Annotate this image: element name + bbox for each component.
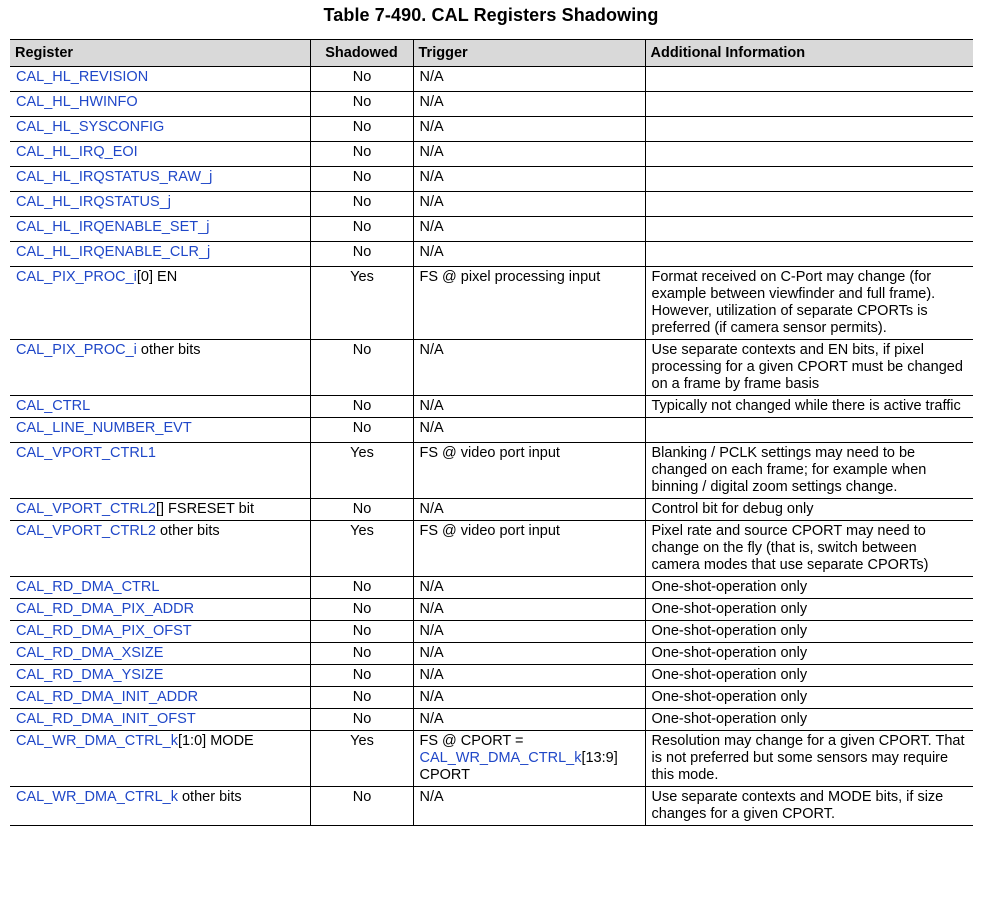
shadowed-cell: No bbox=[310, 242, 413, 267]
header-additional-information: Additional Information bbox=[645, 40, 973, 67]
register-link[interactable]: CAL_VPORT_CTRL1 bbox=[16, 445, 156, 461]
register-link[interactable]: CAL_VPORT_CTRL2 bbox=[16, 523, 156, 539]
table-row bbox=[10, 687, 973, 709]
header-shadowed: Shadowed bbox=[310, 40, 413, 67]
shadowed-cell: No bbox=[310, 167, 413, 192]
trigger-text: N/A bbox=[419, 94, 444, 110]
register-cell bbox=[10, 687, 310, 709]
register-link[interactable]: CAL_WR_DMA_CTRL_k bbox=[16, 789, 178, 805]
register-cell bbox=[10, 665, 310, 687]
shadowed-cell: No bbox=[310, 643, 413, 665]
trigger-cell bbox=[413, 665, 645, 687]
trigger-cell bbox=[413, 521, 645, 577]
table-row bbox=[10, 577, 973, 599]
shadowed-cell: No bbox=[310, 340, 413, 396]
trigger-text: N/A bbox=[419, 711, 444, 727]
register-cell bbox=[10, 167, 310, 192]
register-cell bbox=[10, 217, 310, 242]
additional-information-cell: Resolution may change for a given CPORT. That is not preferred but some sensors may require this mode. bbox=[645, 731, 973, 787]
register-link[interactable]: CAL_HL_IRQENABLE_SET_j bbox=[16, 219, 210, 235]
register-suffix: other bits bbox=[136, 342, 201, 358]
trigger-text: N/A bbox=[419, 398, 444, 414]
trigger-cell bbox=[413, 142, 645, 167]
trigger-cell bbox=[413, 67, 645, 92]
shadowed-cell: No bbox=[310, 142, 413, 167]
shadowed-cell: No bbox=[310, 67, 413, 92]
trigger-text: N/A bbox=[419, 689, 444, 705]
register-cell bbox=[10, 340, 310, 396]
shadowed-cell: No bbox=[310, 599, 413, 621]
register-cell bbox=[10, 577, 310, 599]
table-row bbox=[10, 142, 973, 167]
trigger-cell bbox=[413, 167, 645, 192]
register-link[interactable]: CAL_HL_IRQ_EOI bbox=[16, 144, 138, 160]
additional-information-cell: Use separate contexts and MODE bits, if size changes for a given CPORT. bbox=[645, 787, 973, 826]
trigger-register-link[interactable]: CAL_WR_DMA_CTRL_k bbox=[419, 750, 582, 766]
trigger-cell bbox=[413, 599, 645, 621]
register-suffix: [1:0] MODE bbox=[177, 733, 254, 749]
table-row bbox=[10, 499, 973, 521]
table-row bbox=[10, 242, 973, 267]
trigger-text: N/A bbox=[419, 119, 444, 135]
additional-information-cell: Use separate contexts and EN bits, if pixel processing for a given CPORT must be changed on a frame by frame basis bbox=[645, 340, 973, 396]
additional-information-cell bbox=[645, 92, 973, 117]
register-link[interactable]: CAL_RD_DMA_YSIZE bbox=[16, 667, 164, 683]
trigger-text: N/A bbox=[419, 623, 444, 639]
trigger-text: N/A bbox=[419, 342, 444, 358]
table-row bbox=[10, 443, 973, 499]
trigger-text: N/A bbox=[419, 420, 444, 436]
shadowed-cell: No bbox=[310, 621, 413, 643]
additional-information-cell: One-shot-operation only bbox=[645, 665, 973, 687]
table-row bbox=[10, 621, 973, 643]
trigger-cell bbox=[413, 340, 645, 396]
additional-information-cell bbox=[645, 167, 973, 192]
trigger-text: N/A bbox=[419, 244, 444, 260]
shadowed-cell: No bbox=[310, 709, 413, 731]
register-link[interactable]: CAL_WR_DMA_CTRL_k bbox=[16, 733, 178, 749]
shadowed-cell: No bbox=[310, 92, 413, 117]
additional-information-cell: One-shot-operation only bbox=[645, 577, 973, 599]
register-link[interactable]: CAL_PIX_PROC_i bbox=[16, 269, 137, 285]
trigger-text: FS @ CPORT = bbox=[419, 733, 524, 749]
additional-information-cell: Blanking / PCLK settings may need to be changed on each frame; for example when binning / digital zoom settings change. bbox=[645, 443, 973, 499]
register-link[interactable]: CAL_RD_DMA_CTRL bbox=[16, 579, 160, 595]
shadowed-cell: Yes bbox=[310, 731, 413, 787]
additional-information-cell bbox=[645, 192, 973, 217]
trigger-cell bbox=[413, 643, 645, 665]
table-row bbox=[10, 92, 973, 117]
register-link[interactable]: CAL_LINE_NUMBER_EVT bbox=[16, 420, 192, 436]
register-cell bbox=[10, 142, 310, 167]
register-link[interactable]: CAL_RD_DMA_INIT_ADDR bbox=[16, 689, 199, 705]
table-row bbox=[10, 665, 973, 687]
trigger-cell bbox=[413, 443, 645, 499]
table-row bbox=[10, 217, 973, 242]
trigger-cell bbox=[413, 396, 645, 418]
table-row bbox=[10, 787, 973, 826]
header-trigger: Trigger bbox=[413, 40, 645, 67]
additional-information-cell bbox=[645, 67, 973, 92]
trigger-cell bbox=[413, 499, 645, 521]
trigger-text: FS @ pixel processing input bbox=[419, 269, 601, 285]
additional-information-cell: Format received on C-Port may change (for example between viewfinder and full frame). However, utilization of separate CPORTs is preferred (if camera sensor permits). bbox=[645, 267, 973, 340]
additional-information-cell: One-shot-operation only bbox=[645, 709, 973, 731]
trigger-text: N/A bbox=[419, 69, 444, 85]
trigger-text: FS @ video port input bbox=[419, 523, 560, 539]
table-row bbox=[10, 709, 973, 731]
trigger-cell bbox=[413, 731, 645, 787]
additional-information-cell: Pixel rate and source CPORT may need to change on the fly (that is, switch between camera modes that use separate CPORTs) bbox=[645, 521, 973, 577]
register-cell bbox=[10, 521, 310, 577]
shadowed-cell: No bbox=[310, 117, 413, 142]
additional-information-cell: Typically not changed while there is active traffic bbox=[645, 396, 973, 418]
register-cell bbox=[10, 709, 310, 731]
additional-information-cell: One-shot-operation only bbox=[645, 599, 973, 621]
register-cell bbox=[10, 67, 310, 92]
table-row bbox=[10, 192, 973, 217]
register-cell bbox=[10, 418, 310, 443]
table-row bbox=[10, 521, 973, 577]
table-header-row bbox=[10, 40, 973, 67]
table-row bbox=[10, 731, 973, 787]
shadowed-cell: No bbox=[310, 577, 413, 599]
trigger-text: N/A bbox=[419, 667, 444, 683]
table-row bbox=[10, 396, 973, 418]
table-row bbox=[10, 67, 973, 92]
trigger-text: N/A bbox=[419, 601, 444, 617]
trigger-text: N/A bbox=[419, 789, 444, 805]
register-link[interactable]: CAL_HL_IRQSTATUS_RAW_j bbox=[16, 169, 213, 185]
table-row bbox=[10, 418, 973, 443]
additional-information-cell: One-shot-operation only bbox=[645, 621, 973, 643]
trigger-cell bbox=[413, 192, 645, 217]
shadowed-cell: Yes bbox=[310, 267, 413, 340]
shadowed-cell: No bbox=[310, 396, 413, 418]
additional-information-cell: One-shot-operation only bbox=[645, 643, 973, 665]
shadowed-cell: No bbox=[310, 787, 413, 826]
shadowed-cell: No bbox=[310, 217, 413, 242]
additional-information-cell bbox=[645, 242, 973, 267]
additional-information-cell: Control bit for debug only bbox=[645, 499, 973, 521]
register-suffix: other bits bbox=[177, 789, 242, 805]
shadowed-cell: Yes bbox=[310, 443, 413, 499]
table-row bbox=[10, 167, 973, 192]
register-link[interactable]: CAL_RD_DMA_INIT_OFST bbox=[16, 711, 196, 727]
register-cell bbox=[10, 242, 310, 267]
additional-information-cell bbox=[645, 142, 973, 167]
trigger-cell bbox=[413, 787, 645, 826]
register-cell bbox=[10, 643, 310, 665]
trigger-text: N/A bbox=[419, 579, 444, 595]
register-link[interactable]: CAL_RD_DMA_PIX_OFST bbox=[16, 623, 192, 639]
trigger-text: N/A bbox=[419, 501, 444, 517]
register-suffix: other bits bbox=[155, 523, 220, 539]
additional-information-cell bbox=[645, 418, 973, 443]
register-link[interactable]: CAL_HL_REVISION bbox=[16, 69, 149, 85]
register-link[interactable]: CAL_VPORT_CTRL2 bbox=[16, 501, 156, 517]
register-suffix: [0] EN bbox=[136, 269, 178, 285]
register-cell bbox=[10, 621, 310, 643]
table-title: Table 7-490. CAL Registers Shadowing bbox=[323, 5, 659, 25]
shadowed-cell: Yes bbox=[310, 521, 413, 577]
table-row bbox=[10, 267, 973, 340]
trigger-cell bbox=[413, 418, 645, 443]
register-cell bbox=[10, 192, 310, 217]
register-cell bbox=[10, 443, 310, 499]
trigger-text: N/A bbox=[419, 219, 444, 235]
registers-table bbox=[10, 39, 973, 826]
additional-information-cell bbox=[645, 117, 973, 142]
register-link[interactable]: CAL_HL_IRQENABLE_CLR_j bbox=[16, 244, 211, 260]
table-row bbox=[10, 117, 973, 142]
register-suffix: [] FSRESET bit bbox=[155, 501, 254, 517]
trigger-cell bbox=[413, 117, 645, 142]
register-link[interactable]: CAL_CTRL bbox=[16, 398, 91, 414]
register-cell bbox=[10, 396, 310, 418]
trigger-text: N/A bbox=[419, 144, 444, 160]
register-cell bbox=[10, 599, 310, 621]
register-cell bbox=[10, 267, 310, 340]
trigger-cell bbox=[413, 687, 645, 709]
shadowed-cell: No bbox=[310, 665, 413, 687]
header-register: Register bbox=[10, 40, 310, 67]
trigger-text: N/A bbox=[419, 645, 444, 661]
register-link[interactable]: CAL_HL_IRQSTATUS_j bbox=[16, 194, 171, 210]
shadowed-cell: No bbox=[310, 499, 413, 521]
trigger-cell bbox=[413, 242, 645, 267]
register-cell bbox=[10, 499, 310, 521]
register-link[interactable]: CAL_HL_HWINFO bbox=[16, 94, 138, 110]
trigger-cell bbox=[413, 621, 645, 643]
table-row bbox=[10, 599, 973, 621]
register-cell bbox=[10, 92, 310, 117]
trigger-text: N/A bbox=[419, 169, 444, 185]
trigger-cell bbox=[413, 709, 645, 731]
register-link[interactable]: CAL_PIX_PROC_i bbox=[16, 342, 137, 358]
trigger-cell bbox=[413, 92, 645, 117]
table-row bbox=[10, 643, 973, 665]
register-link[interactable]: CAL_RD_DMA_XSIZE bbox=[16, 645, 164, 661]
shadowed-cell: No bbox=[310, 418, 413, 443]
additional-information-cell: One-shot-operation only bbox=[645, 687, 973, 709]
shadowed-cell: No bbox=[310, 192, 413, 217]
shadowed-cell: No bbox=[310, 687, 413, 709]
register-cell bbox=[10, 787, 310, 826]
register-cell bbox=[10, 117, 310, 142]
trigger-text: N/A bbox=[419, 194, 444, 210]
register-link[interactable]: CAL_HL_SYSCONFIG bbox=[16, 119, 165, 135]
trigger-cell bbox=[413, 267, 645, 340]
trigger-suffix: [13:9] CPORT bbox=[419, 750, 618, 783]
register-link[interactable]: CAL_RD_DMA_PIX_ADDR bbox=[16, 601, 195, 617]
trigger-cell bbox=[413, 577, 645, 599]
trigger-text: FS @ video port input bbox=[419, 445, 560, 461]
register-cell bbox=[10, 731, 310, 787]
trigger-cell bbox=[413, 217, 645, 242]
table-row bbox=[10, 340, 973, 396]
additional-information-cell bbox=[645, 217, 973, 242]
